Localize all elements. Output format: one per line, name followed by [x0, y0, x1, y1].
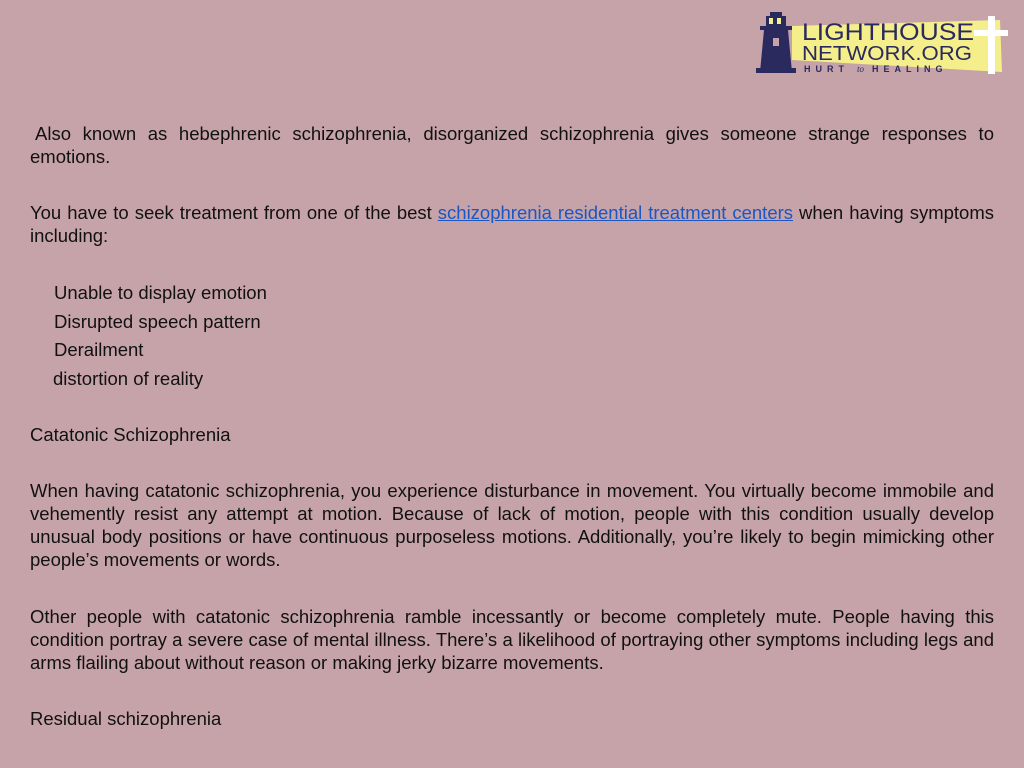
seek-text-after: when having symptoms including:: [30, 202, 994, 246]
logo-graphic: [752, 8, 1014, 78]
catatonic-heading: Catatonic Schizophrenia: [30, 424, 231, 445]
logo-line2: NETWORK.ORG: [802, 43, 972, 65]
list-item: Unable to display emotion: [54, 282, 267, 303]
catatonic-paragraph-2: Other people with catatonic schizophrenia ramble incessantly or become completely mute. People having this condition portray a severe case of mental illness. There’s a likelihood of portraying other symptoms including legs and arms flailing about without reason or making jerky bizarre movements.: [30, 606, 994, 673]
cross-horizontal: [974, 30, 1008, 36]
logo-tagline-mid: to: [857, 64, 865, 74]
residual-heading: Residual schizophrenia: [30, 708, 222, 729]
seek-treatment-paragraph: [30, 201, 994, 247]
treatment-centers-link[interactable]: schizophrenia residential treatment centers: [437, 202, 794, 223]
intro-paragraph: Also known as hebephrenic schizophrenia, disorganized schizophrenia gives someone strange responses to emotions.: [30, 123, 994, 167]
logo-tagline-left: HURT: [804, 64, 849, 74]
spacer: [30, 247, 994, 279]
list-item: distortion of reality: [53, 367, 204, 389]
spacer: [30, 446, 994, 479]
seek-text-before: You have to seek treatment from one of the best: [30, 202, 438, 223]
article-body: [30, 122, 994, 730]
catatonic-paragraph-1: When having catatonic schizophrenia, you experience disturbance in movement. You virtually become immobile and vehemently resist any attempt at motion. Because of lack of motion, people with this condition usually develop unusual body positions or have continuous purposeless motions. Additionally, you’re likely to begin mimicking other people’s movements or words.: [30, 480, 994, 570]
spacer: [30, 168, 994, 201]
lighthouse-icon: [756, 12, 796, 73]
spacer: [30, 674, 994, 707]
spacer: [30, 571, 994, 605]
symptoms-list: [30, 279, 994, 393]
spacer: [30, 393, 994, 423]
cross-vertical: [988, 16, 995, 74]
list-item: Disrupted speech pattern: [54, 310, 261, 332]
logo-line1: LIGHTHOUSE: [802, 19, 974, 46]
lighthouse-network-logo: [752, 8, 1014, 78]
logo-tagline-right: HEALING: [872, 64, 948, 74]
list-item: Derailment: [54, 339, 144, 360]
